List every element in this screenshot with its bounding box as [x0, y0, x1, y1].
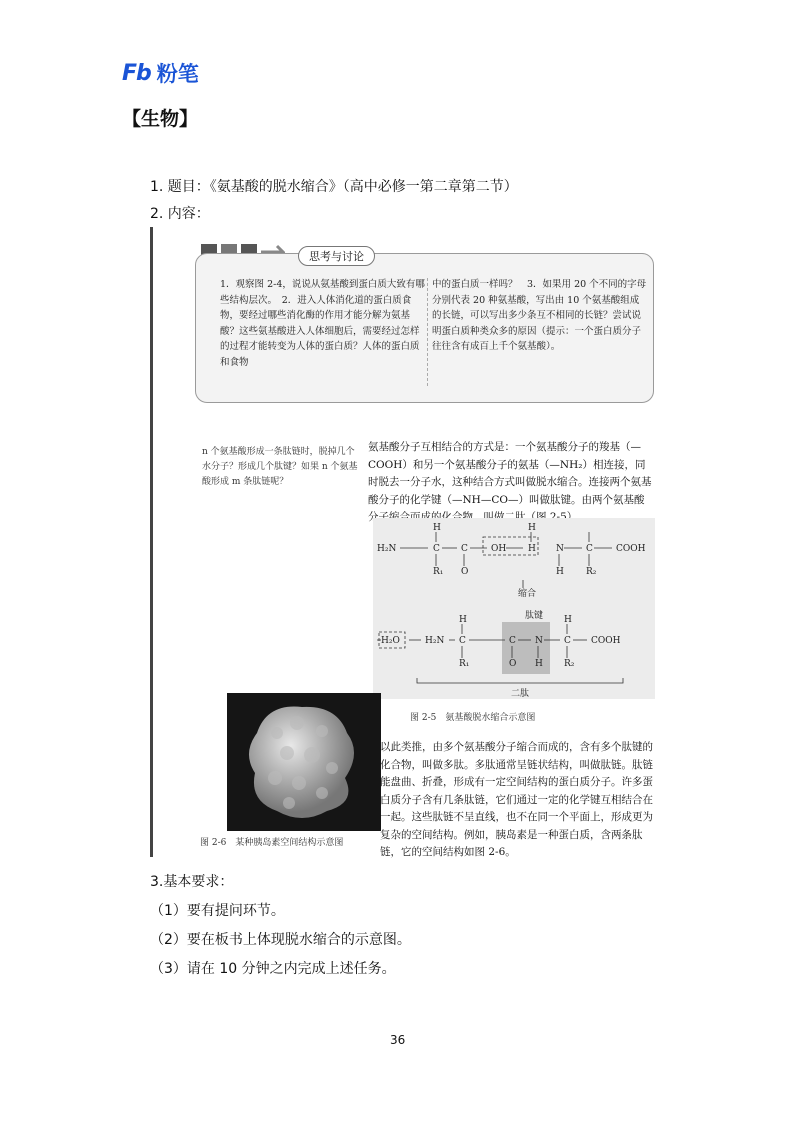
f25-h2n-2: H₂N: [425, 636, 445, 646]
section-title: 【生物】: [122, 108, 199, 130]
textbook-scan: [150, 227, 668, 857]
f25-o1: O: [461, 567, 469, 577]
f25-o2: O: [509, 659, 517, 669]
paragraph-polypeptide: 以此类推，由多个氨基酸分子缩合而成的，含有多个肽键的化合物，叫做多肽。多肽通常呈链状结构，叫做肽链。肽链能盘曲、折叠，形成有一定空间结构的蛋白质分子。许多蛋白质分子含有几条肽链，它们通过一定的化学键互相结合在一起。这些肽链不呈直线，也不在同一个平面上，形成更为复杂的空间结构。例如，胰岛素是一种蛋白质，含两条肽链，它的空间结构如图 2-6。: [380, 741, 653, 858]
logo-name: 粉笔: [156, 62, 199, 86]
f25-h2: H: [528, 523, 536, 533]
f25-h2n: H₂N: [377, 544, 397, 554]
think-questions-left: 1．观察图 2-4，说说从氨基酸到蛋白质大致有哪些结构层次。 2．进入人体消化道的蛋白质食物，要经过哪些消化酶的作用才能分解为氨基酸？这些氨基酸进入人体细胞后，需要经过怎样的过程才能转变为人体的蛋白质？人体的蛋白质和食物: [220, 279, 425, 368]
f25-h6: H: [564, 615, 572, 625]
box-divider: [427, 278, 428, 386]
think-questions-right: 中的蛋白质一样吗？ 3．如果用 20 个不同的字母分别代表 20 种氨基酸，写出由 10 个氨基酸组成的长链，可以写出多少条互不相同的长链？尝试说明蛋白质种类众多的原因（提示：一个蛋白质分子往往含有成百上千个氨基酸）。: [432, 279, 647, 352]
question-title: 1. 题目：《氨基酸的脱水缩合》（高中必修一第二章第二节）: [150, 179, 518, 195]
content-label: 2. 内容：: [150, 206, 210, 222]
f25-condense: 缩合: [518, 589, 537, 599]
figure-2-5-caption: 图 2-5 氨基酸脱水缩合示意图: [410, 713, 536, 723]
f25-c2: C: [461, 544, 468, 554]
f25-c5: C: [509, 636, 516, 646]
f25-h2o: H₂O: [381, 636, 400, 646]
f25-n: N: [556, 544, 564, 554]
page-number: 36: [390, 1033, 406, 1047]
scan-edge: [150, 227, 153, 857]
margin-question: n 个氨基酸形成一条肽链时，脱掉几个水分子？形成几个肽键？如果 n 个氨基酸形成 m 条肽链呢？: [202, 447, 358, 487]
f25-r2b: R₂: [564, 659, 575, 669]
requirements-label: 3.基本要求：: [150, 874, 234, 890]
insulin-structure-photo: [227, 693, 381, 831]
requirement-item: （3）请在 10 分钟之内完成上述任务。: [150, 961, 396, 977]
paragraph-dehydration: 氨基酸分子互相结合的方式是：一个氨基酸分子的羧基（—COOH）和另一个氨基酸分子的氨基（—NH₂）相连接，同时脱去一分子水，这种结合方式叫做脱水缩合。连接两个氨基酸分子的化学键（—NH—CO—）叫做肽键。由两个氨基酸分子缩合而成的化合物，叫做二肽（图 2-5）。: [368, 441, 652, 523]
logo-mark: Fb: [122, 60, 151, 86]
f25-c3: C: [586, 544, 593, 554]
f25-c6: C: [564, 636, 571, 646]
requirement-item: （2）要在板书上体现脱水缩合的示意图。: [150, 932, 411, 948]
f25-h4: H: [556, 567, 564, 577]
f25-h7: H: [535, 659, 543, 669]
f25-r1: R₁: [433, 567, 444, 577]
f25-c1: C: [433, 544, 440, 554]
requirement-item: （1）要有提问环节。: [150, 903, 285, 919]
f25-h3: H: [528, 544, 536, 554]
f25-h5: H: [459, 615, 467, 625]
figure-2-6-caption: 图 2-6 某种胰岛素空间结构示意图: [200, 838, 344, 848]
f25-h1: H: [433, 523, 441, 533]
f25-n2: N: [535, 636, 543, 646]
f25-cooh1: COOH: [616, 544, 646, 554]
f25-dipeptide: 二肽: [511, 689, 530, 699]
f25-r1b: R₁: [459, 659, 470, 669]
f25-c4: C: [459, 636, 466, 646]
f25-cooh2: COOH: [591, 636, 621, 646]
f25-oh: OH: [491, 544, 507, 554]
figure-2-5-diagram: [373, 518, 655, 699]
f25-bond-label: 肽键: [525, 611, 544, 621]
f25-r2: R₂: [586, 567, 597, 577]
think-discuss-title: 思考与讨论: [298, 246, 375, 266]
fenbi-logo: [122, 58, 199, 88]
